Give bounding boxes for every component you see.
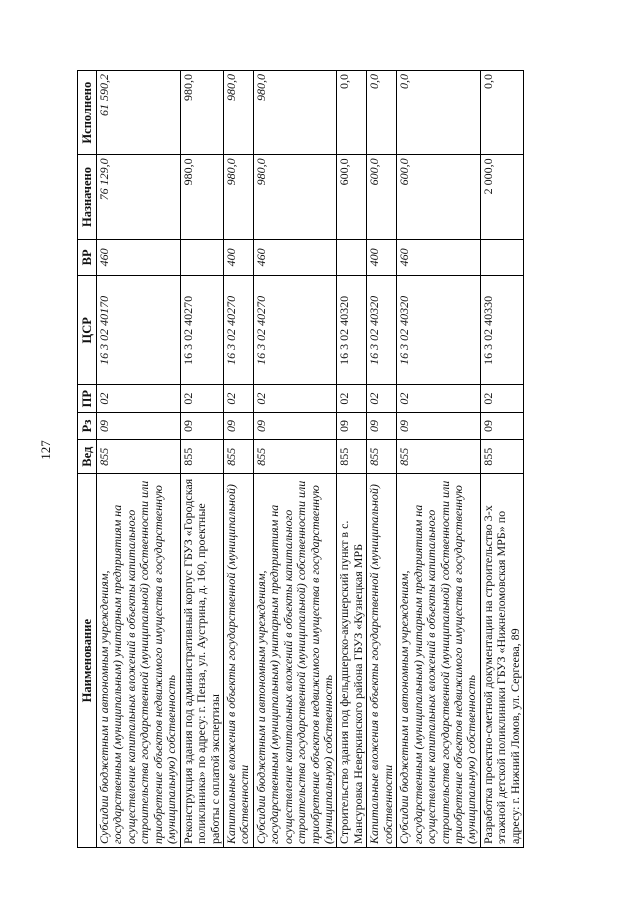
cell-assigned: 980,0 [180,155,223,239]
table-row [253,71,337,848]
rotated-table-container [77,70,547,848]
cell-ved: 855 [223,440,253,474]
table-row [337,71,367,848]
cell-name: Субсидии бюджетным и автономным учреждениям, государственным (муниципальным) унитарным предприятиям на осуществление капитальных вложений в объекты капитального строительства государственной (муниципальной) собственности или приобретение объектов недвижимого имущества в государственную (муниципальную) собственность [253,474,337,848]
cell-ved: 855 [253,440,337,474]
cell-csr: 16 3 02 40270 [253,276,337,385]
cell-csr: 16 3 02 40270 [223,276,253,385]
cell-csr: 16 3 02 40320 [337,276,367,385]
table-row [223,71,253,848]
cell-vr [337,239,367,275]
cell-pr: 02 [397,385,481,412]
cell-csr: 16 3 02 40330 [480,276,523,385]
cell-vr: 460 [97,239,181,275]
cell-rz: 09 [180,412,223,439]
cell-executed: 0,0 [397,71,481,155]
cell-pr: 02 [367,385,397,412]
cell-executed: 980,0 [223,71,253,155]
cell-assigned: 76 129,0 [97,155,181,239]
cell-rz: 09 [337,412,367,439]
cell-ved: 855 [97,440,181,474]
cell-name: Капитальные вложения в объекты государственной (муниципальной) собственности [367,474,397,848]
cell-ved: 855 [367,440,397,474]
cell-pr: 02 [480,385,523,412]
cell-rz: 09 [367,412,397,439]
cell-name: Субсидии бюджетным и автономным учреждениям, государственным (муниципальным) унитарным предприятиям на осуществление капитальных вложений в объекты капитального строительства государственной (муниципальной) собственности или приобретение объектов недвижимого имущества в государственную (муниципальную) собственность [397,474,481,848]
cell-name: Реконструкция здания под административный корпус ГБУЗ «Городская поликлиника» по адресу: г. Пенза, ул. Аустрина, д. 160, проектные работы с оплатой экспертизы [180,474,223,848]
cell-rz: 09 [253,412,337,439]
cell-pr: 02 [253,385,337,412]
cell-name: Капитальные вложения в объекты государственной (муниципальной) собственности [223,474,253,848]
cell-rz: 09 [480,412,523,439]
cell-executed: 980,0 [253,71,337,155]
cell-executed: 0,0 [367,71,397,155]
cell-assigned: 980,0 [223,155,253,239]
header-vr: ВР [78,239,97,275]
cell-ved: 855 [337,440,367,474]
rotated-page-content [77,70,547,848]
cell-pr: 02 [97,385,181,412]
cell-assigned: 980,0 [253,155,337,239]
cell-rz: 09 [97,412,181,439]
cell-csr: 16 3 02 40320 [367,276,397,385]
cell-pr: 02 [337,385,367,412]
cell-executed: 61 590,2 [97,71,181,155]
table-header-row [78,71,97,848]
cell-assigned: 2 000,0 [480,155,523,239]
cell-vr: 400 [223,239,253,275]
cell-assigned: 600,0 [397,155,481,239]
cell-vr: 400 [367,239,397,275]
header-name: Наименование [78,474,97,848]
cell-assigned: 600,0 [337,155,367,239]
header-pr: ПР [78,385,97,412]
cell-vr [480,239,523,275]
table-row [180,71,223,848]
table-row [97,71,181,848]
cell-ved: 855 [480,440,523,474]
table-row [367,71,397,848]
table-row [397,71,481,848]
header-assigned: Назначено [78,155,97,239]
header-csr: ЦСР [78,276,97,385]
table-row [480,71,523,848]
page-number: 127 [38,440,53,460]
header-ved: Вед [78,440,97,474]
budget-table [77,70,524,848]
cell-rz: 09 [223,412,253,439]
cell-name: Субсидии бюджетным и автономным учреждениям, государственным (муниципальным) унитарным предприятиям на осуществление капитальных вложений в объекты капитального строительства государственной (муниципальной) собственности или приобретение объектов недвижимого имущества в государственную (муниципальную) собственность [97,474,181,848]
cell-executed: 0,0 [337,71,367,155]
cell-csr: 16 3 02 40270 [180,276,223,385]
cell-executed: 980,0 [180,71,223,155]
cell-csr: 16 3 02 40170 [97,276,181,385]
cell-name: Разработка проектно-сметной документации на строительство 3-х этажной детской поликлиники ГБУЗ «Нижнеломовская МРБ» по адресу: г. Нижний Ломов, ул. Сергеева, 89 [480,474,523,848]
cell-executed: 0,0 [480,71,523,155]
cell-csr: 16 3 02 40320 [397,276,481,385]
cell-vr: 460 [253,239,337,275]
header-rz: Рз [78,412,97,439]
cell-rz: 09 [397,412,481,439]
cell-ved: 855 [397,440,481,474]
cell-pr: 02 [223,385,253,412]
cell-vr: 460 [397,239,481,275]
cell-assigned: 600,0 [367,155,397,239]
cell-ved: 855 [180,440,223,474]
cell-pr: 02 [180,385,223,412]
cell-vr [180,239,223,275]
header-executed: Исполнено [78,71,97,155]
cell-name: Строительство здания под фельдшерско-акушерский пункт в с. Мансуровка Неверкинского района ГБУЗ «Кузнецкая МРБ [337,474,367,848]
